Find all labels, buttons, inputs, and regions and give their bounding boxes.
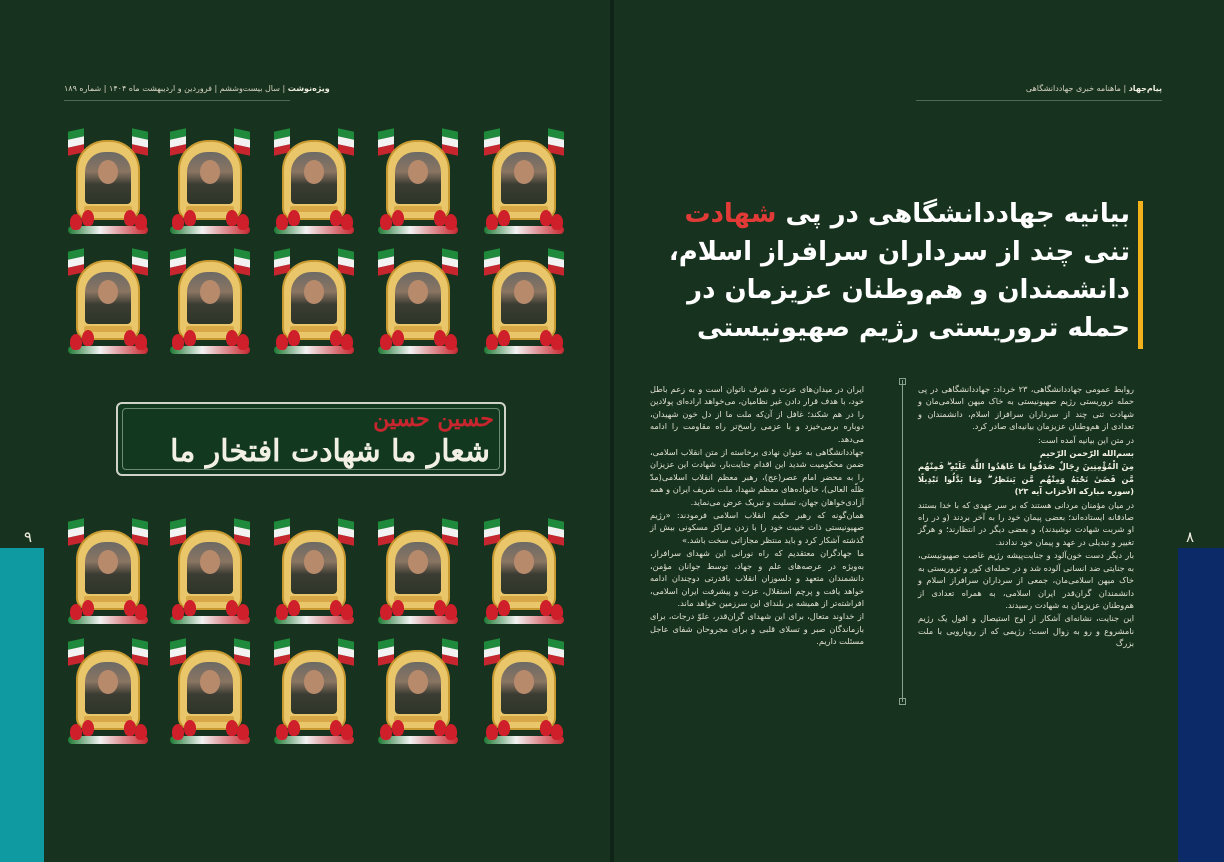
flag-icon bbox=[274, 518, 290, 547]
left-page-header bbox=[64, 84, 330, 93]
tulip-icon bbox=[68, 600, 148, 624]
tulip-icon bbox=[378, 210, 458, 234]
martyr-portrait bbox=[68, 250, 148, 354]
article-title bbox=[660, 195, 1130, 347]
portrait-face bbox=[408, 280, 428, 304]
article-column-left bbox=[650, 383, 864, 649]
calligraphy-banner bbox=[116, 402, 506, 476]
flag-icon bbox=[68, 248, 84, 277]
portrait-face bbox=[200, 550, 220, 574]
article-column-right bbox=[918, 383, 1134, 651]
martyr-portrait bbox=[378, 250, 458, 354]
right-header-rule bbox=[916, 100, 1162, 101]
portrait-face bbox=[514, 280, 534, 304]
tulip-icon bbox=[170, 720, 250, 744]
flag-icon bbox=[378, 248, 394, 277]
left-header-meta: | سال بیست‌وششم | فروردین و اردیبهشت ماه ۱۴۰۴ | شماره ۱۸۹ bbox=[64, 84, 286, 93]
portrait-face bbox=[98, 550, 118, 574]
flag-icon bbox=[170, 638, 186, 667]
tulip-icon bbox=[484, 330, 564, 354]
portrait-face bbox=[304, 550, 324, 574]
portrait-face bbox=[304, 280, 324, 304]
flag-icon bbox=[548, 128, 564, 157]
martyr-portrait bbox=[170, 640, 250, 744]
left-header-rule bbox=[64, 100, 290, 101]
tulip-icon bbox=[68, 210, 148, 234]
tulip-icon bbox=[170, 330, 250, 354]
portrait-face bbox=[514, 550, 534, 574]
left-header-brand: ویژه‌نوشت bbox=[287, 84, 330, 93]
martyr-portrait bbox=[274, 130, 354, 234]
paragraph: بار دیگر دست خون‌آلود و جنایت‌پیشه رژیم غاصب صهیونیستی، به جنایتی ضد انسانی آلوده شد و در حمله‌ای کور و تروریستی به خاک میهن اسلامی‌مان، جمعی از سرداران سرافراز اسلام و دانشمندان گران‌قدر ایران اسلامی، به همراه تعدادی از هم‌وطنان عزیزمان به شهادت رسیدند. bbox=[918, 550, 1134, 610]
paragraph: در متن این بیانیه آمده است: bbox=[1037, 434, 1134, 445]
martyr-portrait bbox=[68, 640, 148, 744]
paragraph: ایران در میدان‌های عزت و شرف ناتوان است و به زعم باطل خود، با هدف قرار دادن غیر نظامیان، می‌خواهد اراده‌ای پولادین را در هم شکند؛ غافل از آن‌که ملت ما از دل خون شهیدان، دوباره برمی‌خیزد و با عزمی راسخ‌تر راه مقاومت را ادامه می‌دهد. bbox=[650, 384, 864, 444]
martyr-portrait bbox=[484, 640, 564, 744]
flag-icon bbox=[548, 518, 564, 547]
martyr-portrait bbox=[274, 250, 354, 354]
martyr-portrait bbox=[484, 250, 564, 354]
portrait-face bbox=[304, 160, 324, 184]
page-gutter bbox=[610, 0, 614, 862]
divider-tick-top bbox=[899, 378, 906, 385]
tulip-icon bbox=[274, 330, 354, 354]
flag-icon bbox=[484, 638, 500, 667]
portrait-face bbox=[304, 670, 324, 694]
right-header-brand: پیام‌جهاد bbox=[1128, 84, 1162, 93]
flag-icon bbox=[548, 638, 564, 667]
flag-icon bbox=[132, 518, 148, 547]
martyr-portrait bbox=[378, 130, 458, 234]
martyr-portrait bbox=[170, 250, 250, 354]
column-divider bbox=[902, 380, 903, 702]
flag-icon bbox=[484, 128, 500, 157]
tulip-icon bbox=[68, 330, 148, 354]
flag-icon bbox=[338, 128, 354, 157]
flag-icon bbox=[170, 518, 186, 547]
portrait-face bbox=[408, 160, 428, 184]
right-page-number: ۸ bbox=[1185, 528, 1194, 546]
flag-icon bbox=[484, 248, 500, 277]
flag-icon bbox=[274, 128, 290, 157]
martyr-portrait bbox=[378, 640, 458, 744]
tulip-icon bbox=[68, 720, 148, 744]
portrait-face bbox=[98, 670, 118, 694]
portrait-face bbox=[98, 280, 118, 304]
flag-icon bbox=[274, 248, 290, 277]
divider-tick-bottom bbox=[899, 698, 906, 705]
portrait-face bbox=[514, 670, 534, 694]
flag-icon bbox=[234, 518, 250, 547]
flag-icon bbox=[132, 128, 148, 157]
flag-icon bbox=[170, 248, 186, 277]
flag-icon bbox=[338, 638, 354, 667]
paragraph: در میان مؤمنان مردانی هستند که بر سر عهدی که با خدا بستند صادقانه ایستاده‌اند؛ بعضی پیمان خود را به آخر بردند (و در راه او شربت شهادت نوشیدند)، و بعضی دیگر در انتظارند؛ و هرگز تغییر و تبدیلی در عهد و پیمان خود ندادند. bbox=[918, 499, 1134, 547]
flag-icon bbox=[378, 128, 394, 157]
tulip-icon bbox=[170, 600, 250, 624]
martyr-portrait bbox=[484, 520, 564, 624]
right-page-header bbox=[1026, 84, 1162, 93]
flag-icon bbox=[132, 638, 148, 667]
right-edge-tab bbox=[1178, 548, 1224, 862]
flag-icon bbox=[234, 248, 250, 277]
basmala: بسم‌الله الرّحمن الرّحیم bbox=[1039, 448, 1134, 459]
title-accent-bar bbox=[1138, 201, 1143, 349]
martyr-portrait bbox=[378, 520, 458, 624]
flag-icon bbox=[234, 128, 250, 157]
flag-icon bbox=[442, 518, 458, 547]
tulip-icon bbox=[274, 600, 354, 624]
paragraph: این جنایت، نشانه‌ای آشکار از اوج استیصال و افول یک رژیم نامشروع و رو به زوال است؛ رژیمی که از رویارویی با ملت بزرگ bbox=[918, 613, 1134, 649]
martyr-portrait bbox=[68, 520, 148, 624]
portrait-face bbox=[200, 280, 220, 304]
banner-red-calligraphy: حسین حسین bbox=[373, 406, 494, 432]
tulip-icon bbox=[484, 720, 564, 744]
portrait-face bbox=[200, 670, 220, 694]
portrait-face bbox=[408, 670, 428, 694]
martyr-portrait bbox=[170, 130, 250, 234]
tulip-icon bbox=[484, 600, 564, 624]
flag-icon bbox=[338, 518, 354, 547]
tulip-icon bbox=[378, 330, 458, 354]
flag-icon bbox=[338, 248, 354, 277]
flag-icon bbox=[442, 128, 458, 157]
tulip-icon bbox=[484, 210, 564, 234]
left-page-number: ۹ bbox=[24, 528, 33, 546]
martyr-portrait bbox=[484, 130, 564, 234]
flag-icon bbox=[234, 638, 250, 667]
paragraph: جهاددانشگاهی به عنوان نهادی برخاسته از متن انقلاب اسلامی، ضمن محکومیت شدید این اقدام جنایت‌بار، شهادت این عزیزان را به محضر امام عصر(عج)، رهبر معظم انقلاب اسلامی(مدّ ظلّه العالی)، خانواده‌های معظم شهدا، ملت شریف ایران و همه آزادی‌خواهان جهان، تسلیت و تبریک عرض می‌نماید. bbox=[650, 447, 864, 507]
portrait-face bbox=[514, 160, 534, 184]
flag-icon bbox=[548, 248, 564, 277]
paragraph: از خداوند متعال، برای این شهدای گران‌قدر، علوّ درجات، برای بازماندگان صبر و تسلای قلبی و برای مجروحان شفای عاجل مسئلت داریم. bbox=[650, 611, 864, 647]
quran-verse: مِنَ الْمُؤْمِنِینَ رِجَالٌ صَدَقُوا مَا عَاهَدُوا اللَّهَ عَلَیْهِ ۖ فَمِنْهُم مَّن قَضَیٰ نَحْبَهُ وَمِنْهُم مَّن یَنتَظِرُ ۖ وَمَا بَدَّلُوا تَبْدِیلًا (سوره مبارکه الأحزاب آیه ۲۳) bbox=[918, 461, 1134, 497]
flag-icon bbox=[378, 638, 394, 667]
tulip-icon bbox=[170, 210, 250, 234]
portrait-face bbox=[98, 160, 118, 184]
flag-icon bbox=[442, 638, 458, 667]
flag-icon bbox=[442, 248, 458, 277]
martyr-portrait bbox=[274, 520, 354, 624]
paragraph: روابط عمومی جهاددانشگاهی، ۲۳ خرداد: جهاددانشگاهی در پی حمله تروریستی رژیم صهیونیستی به خاک میهن اسلامی‌مان و شهادت تنی چند از سرداران سرافراز اسلام، دانشمندان و تعدادی از هم‌وطنان عزیزمان بیانیه‌ای صادر کرد. bbox=[918, 384, 1134, 432]
portrait-face bbox=[408, 550, 428, 574]
title-part-2: تنی چند از سرداران سرافراز اسلام، دانشمندان و هم‌وطنان عزیزمان در حمله تروریستی رژیم صهیونیستی bbox=[668, 237, 1130, 343]
paragraph: همان‌گونه که رهبر حکیم انقلاب اسلامی فرمودند: «رژیم صهیونیستی ذات خبیث خود را با زدن مراکز مسکونی بیش از گذشته آشکار کرد و باید منتظر مجازاتی سخت باشد.» bbox=[650, 510, 864, 545]
tulip-icon bbox=[378, 720, 458, 744]
flag-icon bbox=[132, 248, 148, 277]
martyr-portrait bbox=[274, 640, 354, 744]
tulip-icon bbox=[274, 210, 354, 234]
flag-icon bbox=[170, 128, 186, 157]
flag-icon bbox=[68, 518, 84, 547]
left-edge-tab bbox=[0, 548, 44, 862]
title-highlight: شهادت bbox=[684, 199, 777, 229]
martyr-portrait bbox=[170, 520, 250, 624]
banner-main-calligraphy: شعار ما شهادت افتخار ما bbox=[170, 434, 490, 469]
tulip-icon bbox=[378, 600, 458, 624]
title-part-1: بیانیه جهاددانشگاهی در پی bbox=[776, 199, 1130, 229]
flag-icon bbox=[378, 518, 394, 547]
tulip-icon bbox=[274, 720, 354, 744]
flag-icon bbox=[274, 638, 290, 667]
paragraph: ما جهادگران معتقدیم که راه نورانی این شهدای سرافراز، به‌ویژه در عرصه‌های علم و جهاد، توسط جوانان مؤمن، دانشمندان متعهد و دلسوزان انقلاب باقدرتی دوچندان ادامه خواهد یافت و پرچم استقلال، عزت و پیشرفت ایران اسلامی، افراشته‌تر از همیشه بر بلندای این سرزمین خواهد ماند. bbox=[650, 548, 864, 608]
flag-icon bbox=[68, 638, 84, 667]
martyr-portrait bbox=[68, 130, 148, 234]
flag-icon bbox=[68, 128, 84, 157]
portrait-face bbox=[200, 160, 220, 184]
flag-icon bbox=[484, 518, 500, 547]
right-header-meta: | ماهنامه خبری جهاددانشگاهی bbox=[1025, 84, 1127, 93]
